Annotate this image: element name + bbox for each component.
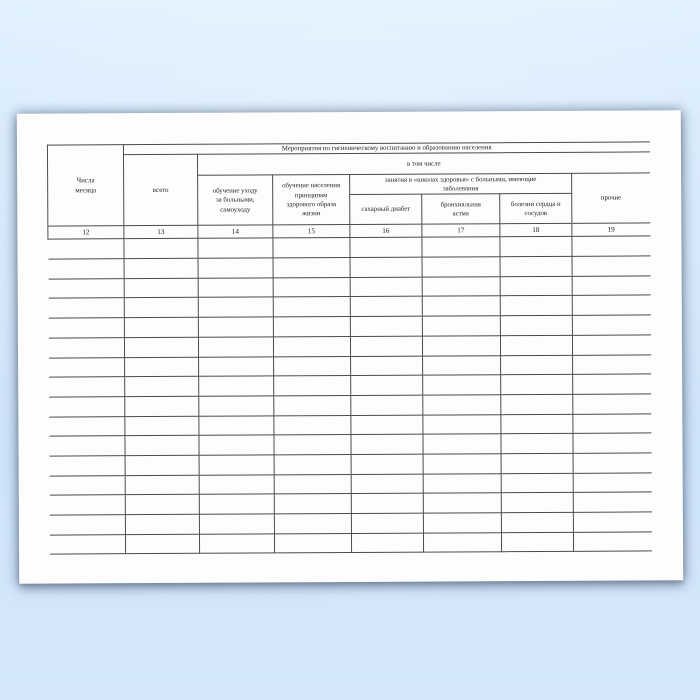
empty-cell — [573, 453, 651, 473]
header-obuchenie-ukhodu — [198, 175, 273, 225]
empty-cell — [350, 297, 422, 317]
empty-cell — [351, 493, 423, 513]
empty-cell — [351, 454, 423, 474]
empty-cell — [423, 395, 501, 415]
empty-cell — [199, 475, 274, 495]
header-meropriyatiya: Мероприятия по гигиеническому воспитанию и образованию населения — [123, 142, 649, 155]
empty-cell — [500, 237, 572, 257]
empty-cell — [199, 356, 274, 376]
column-number-13: 13 — [124, 226, 198, 239]
empty-cell — [49, 456, 125, 476]
empty-cell — [423, 454, 501, 474]
empty-cell — [198, 337, 273, 357]
empty-cell — [422, 336, 500, 356]
empty-cell — [125, 514, 199, 534]
empty-cell — [501, 453, 573, 473]
empty-cell — [198, 238, 273, 258]
empty-cell — [572, 295, 650, 315]
empty-cell — [198, 317, 273, 337]
empty-cell — [199, 494, 274, 514]
empty-cell — [124, 239, 198, 259]
empty-cell — [48, 298, 124, 318]
empty-cell — [572, 256, 650, 276]
empty-cell — [572, 236, 650, 256]
empty-cell — [501, 375, 573, 395]
empty-cell — [351, 415, 423, 435]
empty-cell — [573, 433, 651, 453]
empty-cell — [199, 455, 274, 475]
empty-cell — [198, 297, 273, 317]
header-obuchenie-naseleniya-label: обучение населения принципам здорового образа жизни — [282, 182, 341, 218]
empty-cell — [573, 532, 651, 552]
header-chisla-mesyaca-label: Числа месяца — [75, 176, 97, 195]
empty-cell — [274, 474, 351, 494]
header-shkoly-zdorovya-label: занятия в «школах здоровья» с больными, имеющие заболевания — [384, 175, 537, 193]
empty-cell — [572, 315, 650, 335]
empty-cell — [351, 533, 423, 553]
empty-cell — [124, 317, 198, 337]
empty-cell — [199, 534, 274, 554]
empty-cell — [274, 415, 351, 435]
empty-cell — [48, 278, 124, 298]
paper-sheet — [17, 110, 683, 583]
empty-cell — [501, 355, 573, 375]
empty-cell — [572, 335, 650, 355]
empty-cell — [573, 492, 651, 512]
empty-cell — [422, 296, 500, 316]
header-obuchenie-ukhodu-label: обучение уходу за больными, самоуходу — [212, 187, 258, 214]
empty-cell — [350, 238, 422, 258]
empty-cell — [273, 277, 350, 297]
empty-cell — [49, 416, 125, 436]
header-shkoly-zdorovya-group — [350, 174, 572, 195]
empty-cell — [199, 435, 274, 455]
empty-cell — [501, 473, 573, 493]
empty-cell — [573, 354, 651, 374]
empty-cell — [198, 258, 273, 278]
empty-cell — [273, 317, 350, 337]
column-number-15: 15 — [273, 225, 350, 238]
empty-cell — [351, 513, 423, 533]
empty-cell — [48, 338, 124, 358]
table-row — [49, 532, 651, 555]
empty-cell — [125, 534, 199, 554]
empty-cell — [351, 474, 423, 494]
empty-cell — [125, 357, 199, 377]
empty-cell — [124, 258, 198, 278]
empty-cell — [124, 278, 198, 298]
empty-cell — [573, 374, 651, 394]
empty-cell — [125, 455, 199, 475]
empty-cell — [500, 296, 572, 316]
column-number-14: 14 — [198, 225, 273, 238]
empty-cell — [500, 256, 572, 276]
empty-cell — [501, 493, 573, 513]
empty-cell — [274, 356, 351, 376]
empty-cell — [501, 512, 573, 532]
empty-cell — [125, 475, 199, 495]
empty-cell — [573, 414, 651, 434]
empty-cell — [350, 336, 422, 356]
empty-cell — [423, 532, 501, 552]
empty-cell — [423, 473, 501, 493]
empty-cell — [350, 316, 422, 336]
empty-cell — [423, 434, 501, 454]
empty-cell — [500, 315, 572, 335]
empty-cell — [422, 276, 500, 296]
empty-cell — [49, 495, 125, 515]
empty-cell — [351, 356, 423, 376]
hygiene-education-table — [47, 141, 652, 555]
empty-cell — [573, 473, 651, 493]
column-number-19: 19 — [572, 223, 650, 236]
empty-cell — [422, 257, 500, 277]
empty-cell — [49, 397, 125, 417]
header-v-tom-chisle: в том числе — [197, 152, 649, 175]
header-sakharny-diabet: сахарный диабет — [350, 195, 422, 225]
header-vsego: всего — [123, 155, 197, 226]
empty-cell — [273, 238, 350, 258]
empty-cell — [572, 276, 650, 296]
empty-cell — [274, 376, 351, 396]
empty-cell — [274, 454, 351, 474]
empty-cell — [273, 297, 350, 317]
empty-cell — [199, 514, 274, 534]
empty-cell — [199, 376, 274, 396]
empty-cell — [48, 259, 124, 279]
empty-cell — [49, 515, 125, 535]
header-bolezni-serdtsa — [500, 194, 572, 224]
empty-cell — [49, 475, 125, 495]
empty-cell — [351, 434, 423, 454]
header-obuchenie-naseleniya — [273, 175, 350, 225]
column-number-18: 18 — [500, 224, 572, 237]
empty-cell — [423, 355, 501, 375]
empty-cell — [274, 494, 351, 514]
empty-cell — [124, 298, 198, 318]
empty-cell — [422, 237, 500, 257]
empty-cell — [350, 257, 422, 277]
empty-cell — [423, 414, 501, 434]
empty-cell — [125, 377, 199, 397]
empty-cell — [423, 493, 501, 513]
header-bronkhialnaya-astma — [422, 194, 500, 224]
empty-cell — [501, 394, 573, 414]
empty-cell — [351, 375, 423, 395]
empty-cell — [423, 513, 501, 533]
header-chisla-mesyaca — [47, 145, 123, 227]
empty-cell — [49, 357, 125, 377]
empty-cell — [501, 414, 573, 434]
empty-cell — [422, 316, 500, 336]
empty-cell — [49, 436, 125, 456]
header-bolezni-serdtsa-label: болезни сердца и сосудов — [510, 200, 561, 217]
empty-cell — [573, 512, 651, 532]
empty-cell — [350, 277, 422, 297]
column-number-12: 12 — [48, 226, 124, 239]
empty-cell — [49, 534, 125, 554]
empty-cell — [273, 336, 350, 356]
empty-cell — [124, 337, 198, 357]
empty-cell — [48, 239, 124, 259]
column-number-16: 16 — [350, 225, 422, 238]
table-body — [48, 236, 652, 554]
empty-cell — [573, 394, 651, 414]
empty-cell — [500, 276, 572, 296]
empty-cell — [125, 495, 199, 515]
empty-cell — [199, 415, 274, 435]
empty-cell — [274, 395, 351, 415]
empty-cell — [501, 434, 573, 454]
empty-cell — [198, 278, 273, 298]
empty-cell — [49, 377, 125, 397]
header-bronkhialnaya-astma-label: бронхиальная астма — [440, 200, 481, 218]
empty-cell — [274, 435, 351, 455]
column-number-17: 17 — [422, 224, 500, 237]
empty-cell — [351, 395, 423, 415]
header-prochie: прочие — [572, 173, 650, 223]
empty-cell — [274, 533, 351, 553]
empty-cell — [501, 532, 573, 552]
empty-cell — [125, 396, 199, 416]
empty-cell — [48, 318, 124, 338]
empty-cell — [274, 514, 351, 534]
empty-cell — [423, 375, 501, 395]
empty-cell — [125, 436, 199, 456]
empty-cell — [125, 416, 199, 436]
empty-cell — [199, 396, 274, 416]
empty-cell — [273, 258, 350, 278]
empty-cell — [500, 335, 572, 355]
